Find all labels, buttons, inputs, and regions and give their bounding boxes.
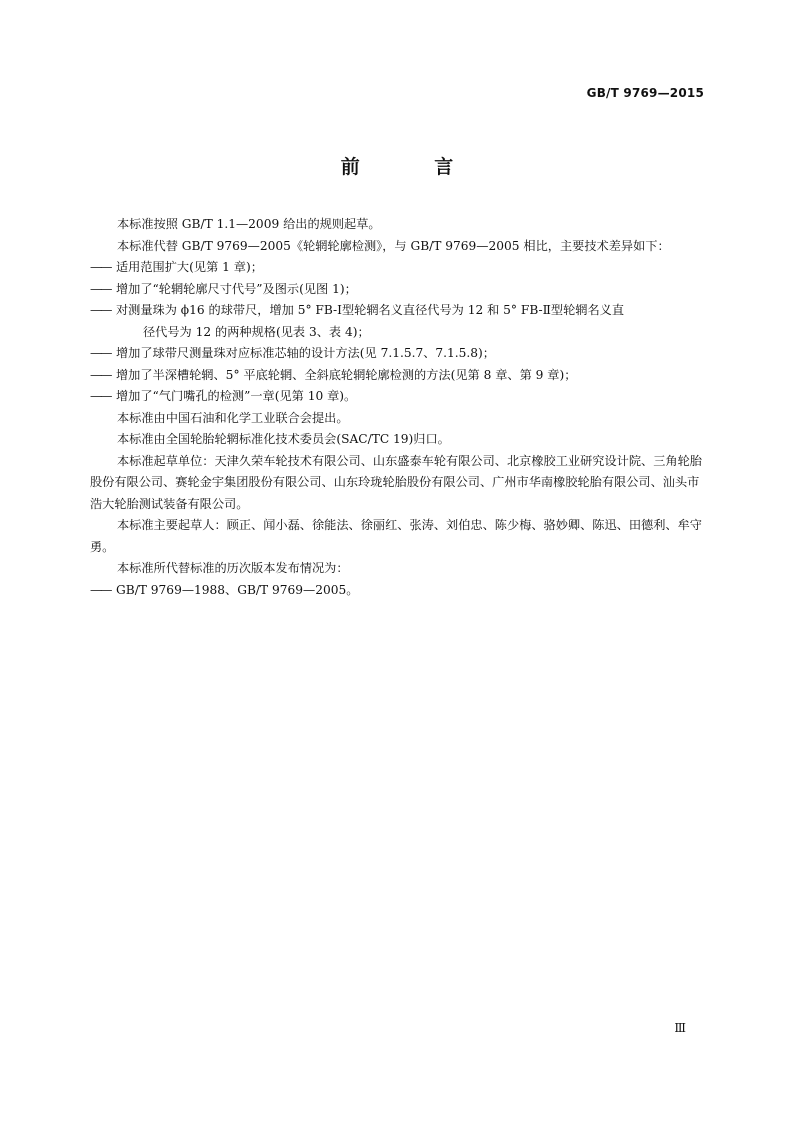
page-number: Ⅲ <box>674 1021 686 1035</box>
change-item: —— 对测量珠为 ϕ16 的球带尺，增加 5° FB-Ⅰ型轮辋名义直径代号为 12 和 5° FB-Ⅱ型轮辋名义直 <box>90 303 625 317</box>
change-item: —— 增加了“气门嘴孔的检测”一章(见第 10 章)。 <box>90 389 357 403</box>
change-item: —— 增加了球带尺测量珠对应标准芯轴的设计方法(见 7.1.5.7、7.1.5.8)； <box>90 346 495 360</box>
change-item: —— 增加了半深槽轮辋、5° 平底轮辋、全斜底轮辋轮廓检测的方法(见第 8 章、第 9 章)； <box>90 367 577 382</box>
paragraph: 本标准所代替标准的历次版本发布情况为： <box>117 561 349 575</box>
paragraph: 本标准由全国轮胎轮辋标准化技术委员会(SAC/TC 19)归口。 <box>117 432 450 446</box>
paragraph: 本标准代替 GB/T 9769—2005《轮辋轮廓检测》，与 GB/T 9769—2005 相比，主要技术差异如下： <box>117 238 670 253</box>
change-item-continuation: 径代号为 12 的两种规格(见表 3、表 4)； <box>143 324 370 339</box>
paragraph: 本标准主要起草人：顾正、闻小磊、徐能法、徐丽红、张涛、刘伯忠、陈少梅、骆妙卿、陈迅、田德利、牟守勇。 <box>90 518 702 554</box>
change-item: —— 适用范围扩大(见第 1 章)； <box>90 260 263 274</box>
paragraph: 本标准起草单位：天津久荣车轮技术有限公司、山东盛泰车轮有限公司、北京橡胶工业研究设计院、三角轮胎股份有限公司、赛轮金宇集团股份有限公司、山东玲珑轮胎股份有限公司、广州市华南橡胶轮胎有限公司、汕头市浩大轮胎测试装备有限公司。 <box>90 453 702 511</box>
foreword-body <box>90 214 706 601</box>
standard-code: GB/T 9769—2015 <box>586 86 704 100</box>
change-item: —— 增加了“轮辋轮廓尺寸代号”及图示(见图 1)； <box>90 281 357 296</box>
paragraph: 本标准由中国石油和化学工业联合会提出。 <box>117 410 349 425</box>
page-title: 前 言 <box>340 156 488 178</box>
paragraph: 本标准按照 GB/T 1.1—2009 给出的规则起草。 <box>117 217 381 231</box>
history-item: —— GB/T 9769—1988、GB/T 9769—2005。 <box>90 582 359 597</box>
